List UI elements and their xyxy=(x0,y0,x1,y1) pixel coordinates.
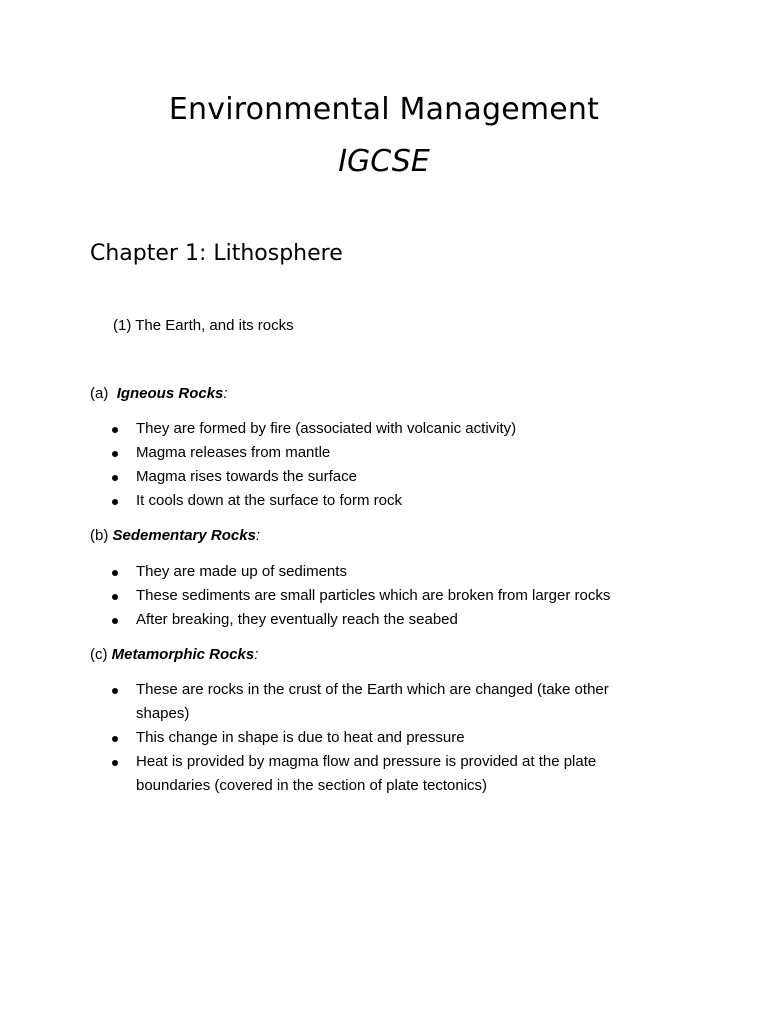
section-title: Igneous Rocks xyxy=(116,385,224,402)
section-label: (a) xyxy=(90,385,109,402)
section-label: (b) xyxy=(90,527,109,544)
section-label: (c) xyxy=(90,646,108,663)
list-item-text: They are formed by fire (associated with volcanic activity) xyxy=(136,420,517,437)
bullet-list-sedementary xyxy=(90,560,660,632)
list-item xyxy=(90,726,660,750)
bullet-icon xyxy=(112,570,118,576)
section-title: Metamorphic Rocks xyxy=(111,646,255,663)
list-item-text: These are rocks in the crust of the Earth which are changed (take other shapes) xyxy=(136,681,609,722)
list-item xyxy=(90,584,660,608)
bullet-icon xyxy=(112,594,118,600)
list-item xyxy=(90,678,660,726)
list-item xyxy=(90,608,660,632)
section-colon: : xyxy=(223,385,228,402)
list-item-text: Magma rises towards the surface xyxy=(136,468,357,485)
bullet-icon xyxy=(112,499,118,505)
list-item-text: After breaking, they eventually reach the seabed xyxy=(136,611,458,628)
list-item-text: They are made up of sediments xyxy=(136,563,347,580)
document-subtitle: IGCSE xyxy=(338,144,430,179)
list-item xyxy=(90,750,660,798)
section-colon: : xyxy=(255,527,261,544)
list-item xyxy=(90,465,660,489)
bullet-list-metamorphic xyxy=(90,678,660,798)
list-item xyxy=(90,417,660,441)
list-item xyxy=(90,489,660,513)
list-item-text: These sediments are small particles which are broken from larger rocks xyxy=(136,587,611,604)
list-item-text: It cools down at the surface to form rock xyxy=(136,492,402,509)
list-item xyxy=(90,560,660,584)
list-item-text: This change in shape is due to heat and pressure xyxy=(136,729,465,746)
bullet-list-igneous xyxy=(90,417,660,513)
bullet-icon xyxy=(112,760,118,766)
topic-heading: (1) The Earth, and its rocks xyxy=(113,317,294,334)
chapter-heading: Chapter 1: Lithosphere xyxy=(90,241,343,266)
list-item xyxy=(90,441,660,465)
section-colon: : xyxy=(254,646,259,663)
bullet-icon xyxy=(112,475,118,481)
section-heading-metamorphic xyxy=(90,643,258,667)
section-heading-igneous xyxy=(90,382,228,406)
bullet-icon xyxy=(112,618,118,624)
bullet-icon xyxy=(112,427,118,433)
bullet-icon xyxy=(112,688,118,694)
list-item-text: Magma releases from mantle xyxy=(136,444,331,461)
section-title: Sedementary Rocks xyxy=(112,527,256,544)
section-heading-sedementary xyxy=(90,524,260,548)
bullet-icon xyxy=(112,736,118,742)
bullet-icon xyxy=(112,451,118,457)
list-item-text: Heat is provided by magma flow and pressure is provided at the plate boundaries (covered in the section of plate tectonics) xyxy=(136,753,597,794)
document-title: Environmental Management xyxy=(168,92,600,127)
